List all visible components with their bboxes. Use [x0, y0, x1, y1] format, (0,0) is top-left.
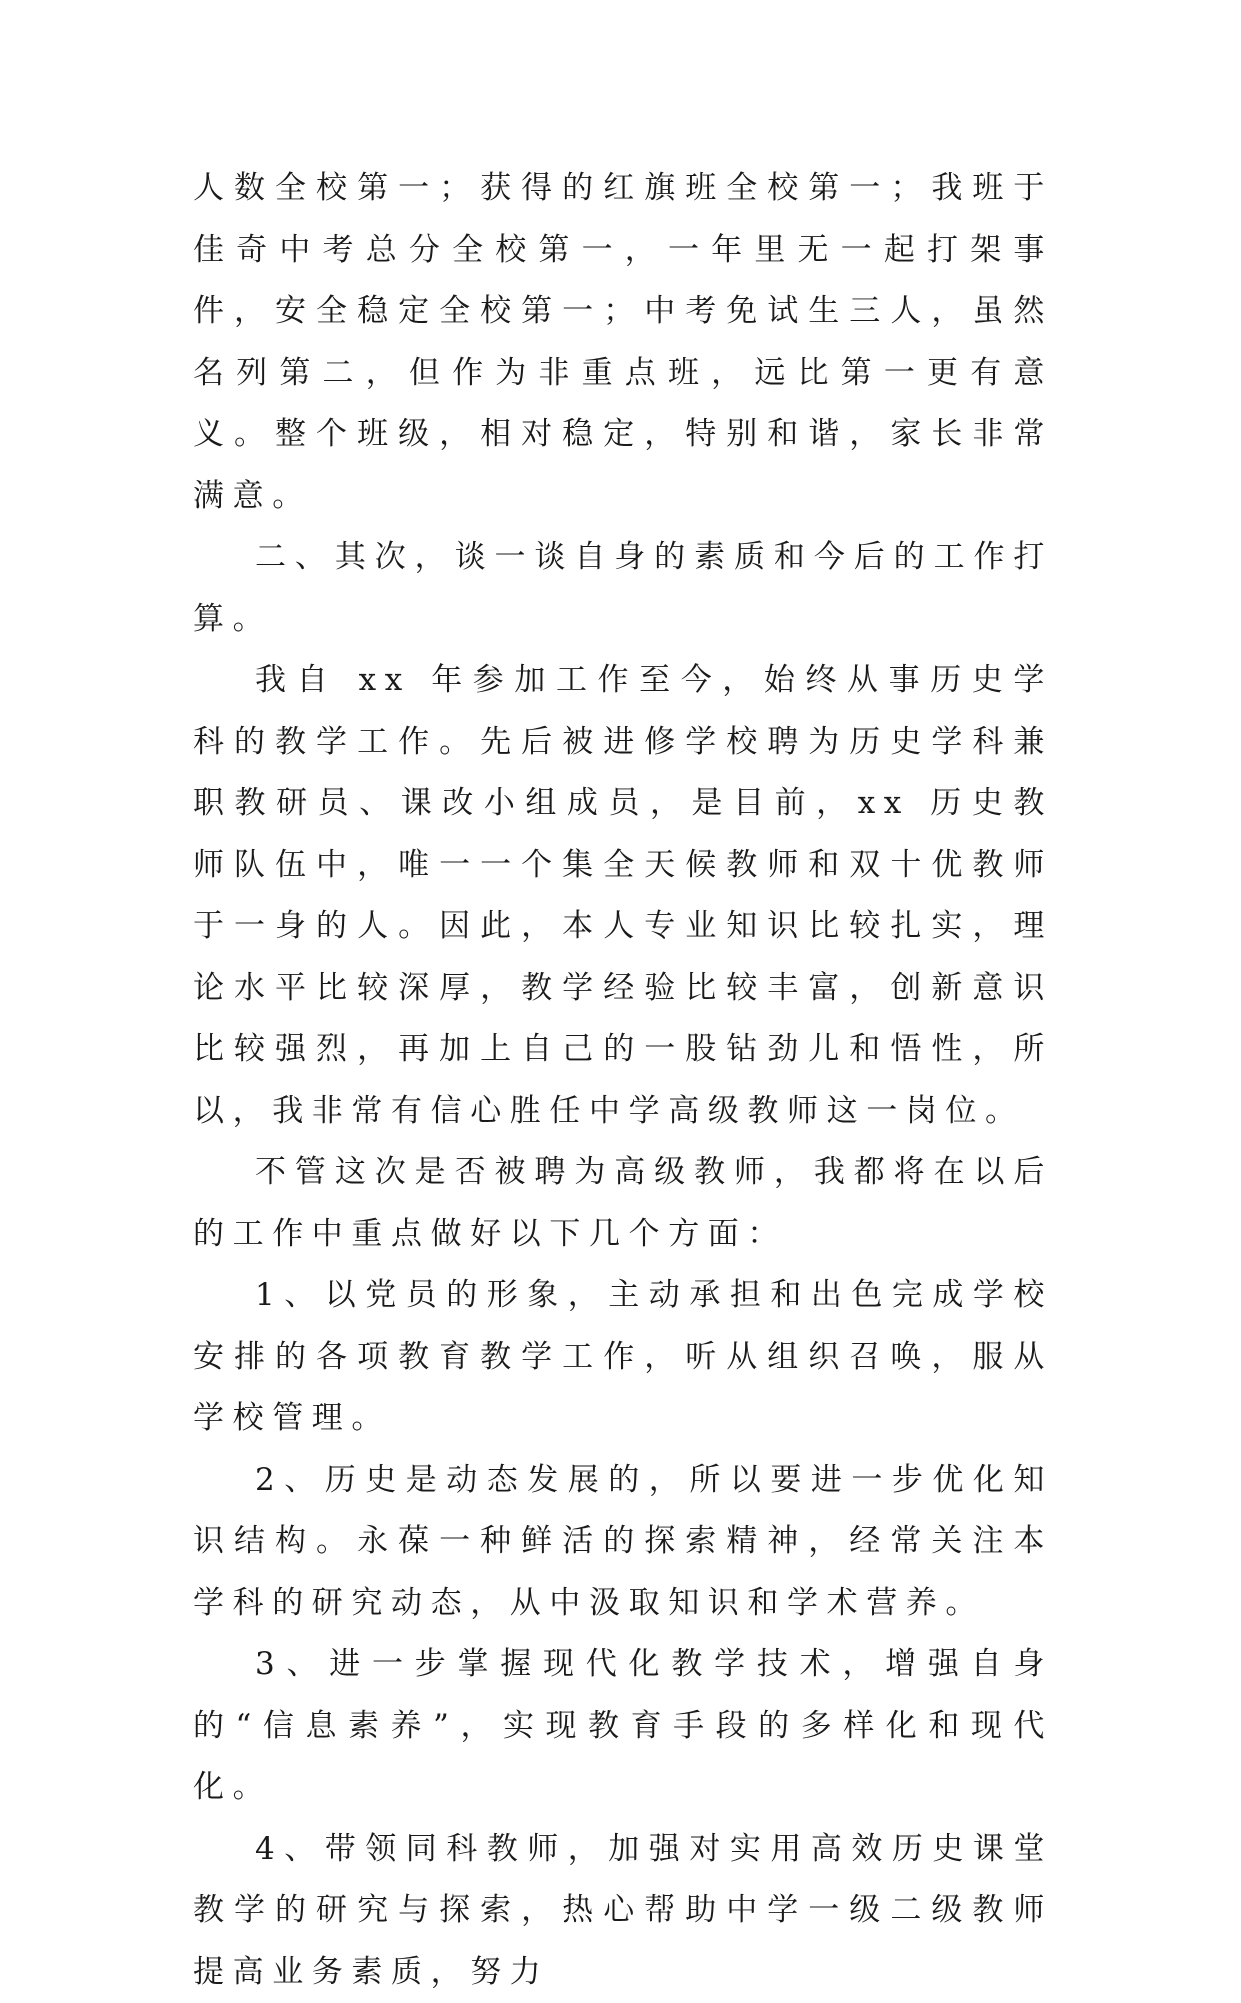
paragraph-class-achievements: 人数全校第一；获得的红旗班全校第一；我班于佳奇中考总分全校第一，一年里无一起打架事件，安全稳定全校第一；中考免试生三人，虽然名列第二，但作为非重点班，远比第一更有意义。整个班级，相对稳定，特别和谐，家长非常满意。: [193, 158, 1053, 527]
paragraph-work-history: 我自 xx 年参加工作至今，始终从事历史学科的教学工作。先后被进修学校聘为历史学科兼职教研员、课改小组成员，是目前，xx 历史教师队伍中，唯一一个集全天候教师和双十优教师于一身的人。因此，本人专业知识比较扎实，理论水平比较深厚，教学经验比较丰富，创新意识比较强烈，再加上自己的一股钻劲儿和悟性，所以，我非常有信心胜任中学高级教师这一岗位。: [193, 650, 1053, 1142]
list-item-3: 3、进一步掌握现代化教学技术，增强自身的“信息素养”，实现教育手段的多样化和现代化。: [193, 1634, 1053, 1819]
list-item-4: 4、带领同科教师，加强对实用高效历史课堂教学的研究与探索，热心帮助中学一级二级教师提高业务素质，努力: [193, 1819, 1053, 2003]
document-body: [193, 158, 1053, 2003]
paragraph-future-focus: 不管这次是否被聘为高级教师，我都将在以后的工作中重点做好以下几个方面：: [193, 1142, 1053, 1265]
section-heading-qualities-and-plans: 二、其次，谈一谈自身的素质和今后的工作打算。: [193, 527, 1053, 650]
list-item-1: 1、以党员的形象，主动承担和出色完成学校安排的各项教育教学工作，听从组织召唤，服从学校管理。: [193, 1265, 1053, 1450]
list-item-2: 2、历史是动态发展的，所以要进一步优化知识结构。永葆一种鲜活的探索精神，经常关注本学科的研究动态，从中汲取知识和学术营养。: [193, 1450, 1053, 1635]
